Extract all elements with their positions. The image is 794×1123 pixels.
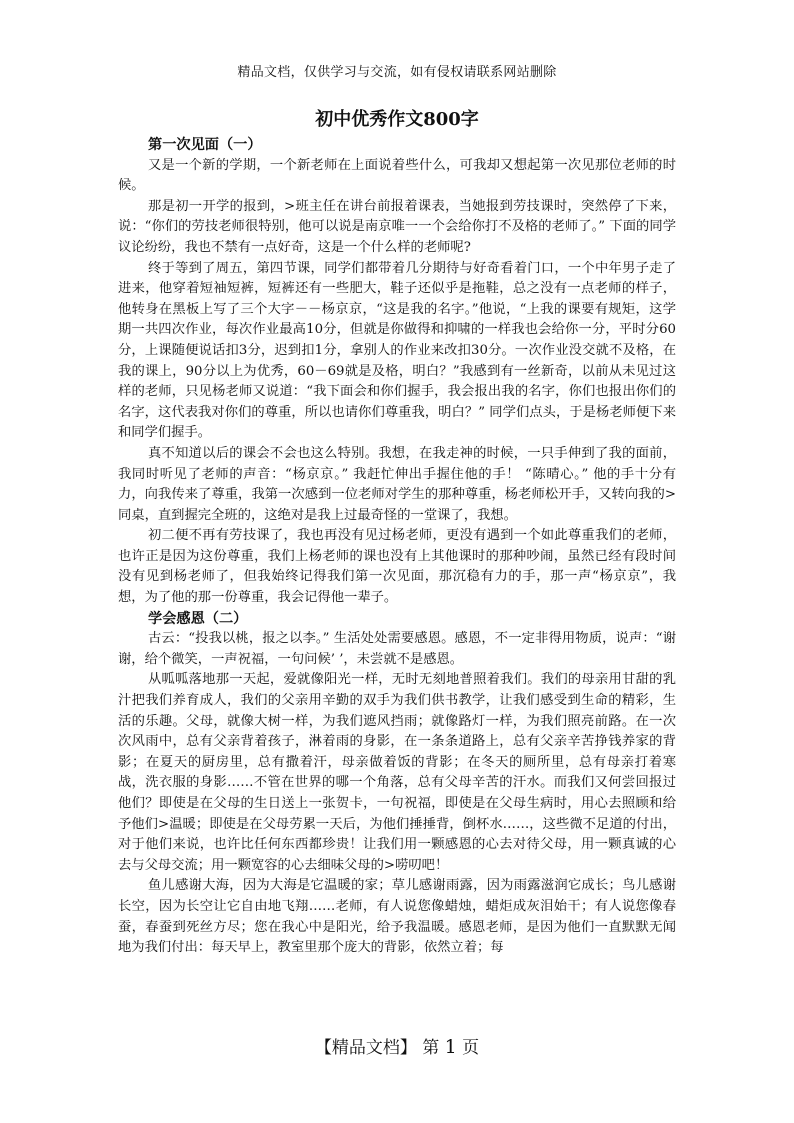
paragraph: 又是一个新的学期，一个新老师在上面说着些什么，可我却又想起第一次见那位老师的时候。 <box>118 157 676 194</box>
page-suffix: 页 <box>462 1038 480 1058</box>
footer-label: 【精品文档】 <box>314 1038 417 1058</box>
header-note: 精品文档，仅供学习与交流，如有侵权请联系网站删除 <box>237 65 557 80</box>
document-body <box>118 135 676 959</box>
paragraph: 古云：“投我以桃，报之以李。” 生活处处需要感恩。感恩，不一定非得用物质，说声：“谢谢，给个微笑，一声祝福，一句问候’ ’，未尝就不是感恩。 <box>118 631 676 667</box>
paragraph: 终于等到了周五，第四节课，同学们都带着几分期待与好奇看着门口，一个中年男子走了进来，他穿着短袖短裤，短裤还有一些肥大，鞋子还似乎是拖鞋，总之没有一点老师的样子，他转身在黑板上写了三个大字－－杨京京，“这是我的名字。”他说，“上我的课要有规矩，这学期一共四次作业，每次作业最高10分，但就是你做得和抑啸的一样我也会给你一分，平时分60分，上课随便说话扣3分，迟到扣1分，拿别人的作业来改扣30分。一次作业没交就不及格，在我的课上，90分以上为优秀，60－69就是及格，明白？”我感到有一丝新奇，以前从未见过这样的老师，只见杨老师又说道：“我下面会和你们握手，我会报出我的名字，你们也报出你们的名字，这代表我对你们的尊重，所以也请你们尊重我，明白？” 同学们点头，于是杨老师便下来和同学们握手。 <box>118 260 676 441</box>
section-heading: 学会感恩（二） <box>148 610 248 627</box>
page-number: 1 <box>444 1036 457 1058</box>
paragraph: 鱼儿感谢大海，因为大海是它温暖的家；草儿感谢雨露，因为雨露滋润它成长；鸟儿感谢长空，因为长空让它自由地飞翔……老师，有人说您像蜡烛，蜡炬成灰泪始干；有人说您像春蚕，春蚕到死丝方尽；您在我心中是阳光，给予我温暖。感恩老师，是因为他们一直默默无闻地为我们付出：每天早上，教室里那个庞大的背影，依然立着；每 <box>118 878 676 956</box>
section-gratitude <box>118 609 676 959</box>
paragraph: 真不知道以后的课会不会也这么特别。我想，在我走神的时候，一只手伸到了我的面前，我同时听见了老师的声音：“杨京京。” 我赶忙伸出手握住他的手！ “陈晴心。” 他的手十分有力，向我传来了尊重，我第一次感到一位老师对学生的那种尊重，杨老师松开手，又转向我的>同桌，直到握完全班的，这绝对是我上过最奇怪的一堂课了，我想。 <box>118 445 676 523</box>
page-prefix: 第 <box>422 1038 440 1058</box>
paragraph: 从呱呱落地那一天起，爱就像阳光一样，无时无刻地普照着我们。我们的母亲用甘甜的乳汁把我们养育成人，我们的父亲用辛勤的双手为我们供书教学，让我们感受到生命的精彩，生活的乐趣。父母，就像大树一样，为我们遮风挡雨；就像路灯一样，为我们照亮前路。在一次次风雨中，总有父亲背着孩子，淋着雨的身影，在一条条道路上，总有父亲辛苦挣钱养家的背影；在夏天的厨房里，总有撒着汗，母亲做着饭的背影；在冬天的厕所里，总有母亲打着寒战，洗衣服的身影……不管在世界的哪一个角落，总有父母辛苦的汗水。而我们又何尝回报过他们？即使是在父母的生日送上一张贺卡，一句祝福，即使是在父母生病时，用心去照顾和给予他们>温暖；即使是在父母劳累一天后，为他们捶捶背，倒杯水……，这些微不足道的付出，对于他们来说，也许比任何东西都珍贵！让我们用一颗感恩的心去对待父母，用一颗真诚的心去与父母交流；用一颗宽容的心去细味父母的>唠叨吧！ <box>118 672 676 873</box>
section-first-meeting <box>118 135 676 609</box>
document-title: 初中优秀作文800字 <box>315 109 479 130</box>
section-heading: 第一次见面（一） <box>148 137 262 153</box>
paragraph: 那是初一开学的报到，>班主任在讲台前报着课表，当她报到劳技课时，突然停了下来，说：“你们的劳技老师很特别，他可以说是南京唯一一个会给你打不及格的老师了。” 下面的同学议论纷纷，我也不禁有一点好奇，这是一个什么样的老师呢? <box>118 198 676 255</box>
page-footer <box>0 1033 794 1058</box>
paragraph: 初二便不再有劳技课了，我也再没有见过杨老师，更没有遇到一个如此尊重我们的老师，也许正是因为这份尊重，我们上杨老师的课也没有上其他课时的那种吵闹，虽然已经有段时间没有见到杨老师了，但我始终记得我们第一次见面，那沉稳有力的手，那一声“杨京京”，我想，为了他的那一份尊重，我会记得他一辈子。 <box>118 528 676 606</box>
